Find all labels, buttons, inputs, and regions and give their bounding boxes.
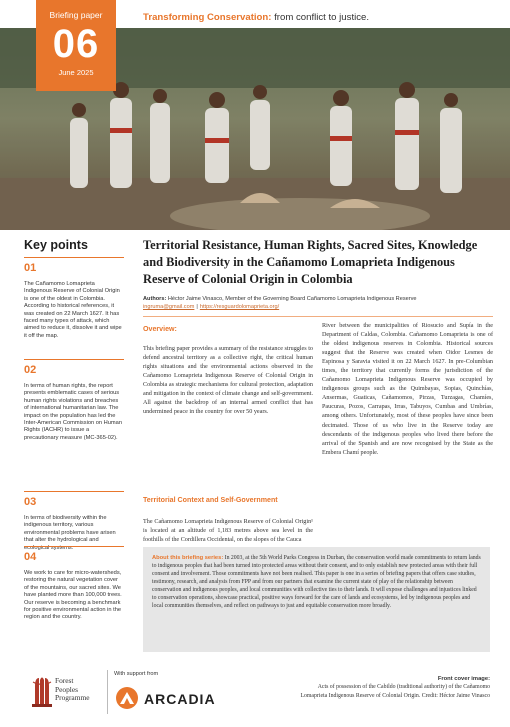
fpp-tree-icon [31,674,53,710]
fpp-line: Programme [55,693,90,703]
about-series-box [143,547,490,652]
key-point-text: We work to care for micro-watersheds, restoring the natural vegetation cover of the mountains, our sacred sites. We have planted more than 100,000 trees. Our reserve is becoming a benchmark for positive environmental action in the region and the country. [24,570,122,621]
arcadia-mark-icon [114,687,140,709]
key-point-item [24,257,124,340]
cover-caption-text: Acts of possession of the Cabildo (traditional authority) of the Cañamomo Lomaprieta Indigenous Reserve of Colonial Origin. Credit: Héctor Jaime Vinasco [300,684,490,699]
series-title-accent: Transforming Conservation: [143,12,272,23]
key-point-number: 02 [24,364,37,376]
overview-text: This briefing paper provides a summary of the resistance struggles to defend ancestral territory as a collective right, the critical human rights situations and the environmental actions observed in the Cañamomo Lomaprieta Indigenous Reserve of Colonial Origin in Colombia as strategic mechanisms for cultural protection, adaptation and mitigation in the context of climate change and self-government. All against the backdrop of an internal armed conflict that has undermined peace in the country for over 50 years. [143,346,313,416]
key-point-item [24,359,124,442]
key-points-title: Key points [24,238,88,252]
authors-text: Héctor Jaime Vinasco, Member of the Governing Board Cañamomo Lomaprieta Indigenous Reserve [166,296,417,302]
badge-date: June 2025 [58,68,94,77]
fpp-line: Peoples [55,684,78,694]
authors [143,295,493,311]
overview-heading: Overview: [143,325,177,333]
email-link[interactable]: ingruma@gmail.com [143,304,195,310]
briefing-badge [36,0,116,91]
context-text-right: River between the municipalities of Riosucio and Supía in the Department of Caldas, Colombia. Cañamomo Lomaprieta is one of the oldest indigenous reserves in Colombia. Historical sources suggest that the Reserve was created when Oidor Lesmes de Espinosa y Saravia visited it on 22 March 1627. In pre-Columbian times, the territory that currently forms the jurisdiction of the Cañamomo Lomaprieta Indigenous Reserve was occupied by indigenous groups such as the Quimbayas, Sopias, Quinchías, Ansermas, Guaticas, Cañamomos, Pirzas, Turzagas, Chamíes, Paucuras, Pozos, Carrapas, Irras, Tabuyos, Cumbas and Umbrías, among others. Unfortunately, most of these peoples have since been decimated. Those of us who live in the Reserve today are descendants of the indigenous peoples who lived there before the arrival of the Spanish and are now recognised by the State as the Embera Chamí people. [322,323,493,456]
series-title [143,12,369,23]
document-title: Territorial Resistance, Human Rights, Sacred Sites, Knowledge and Biodiversity in the Cañamomo Lomaprieta Indigenous Reserve of Colonial Origin in Colombia [143,238,478,286]
cover-caption-label: Front cover image: [437,676,490,682]
arcadia-name: ARCADIA [144,691,216,707]
key-point-item [24,546,124,622]
fpp-name [55,677,89,703]
support-label: With support from [114,671,159,677]
badge-kind: Briefing paper [49,10,103,20]
key-point-text: The Cañamomo Lomaprieta Indigenous Reserve of Colonial Origin is one of the oldest in Colombia. According to historical references, it was created on 22 March 1627. It has faced many types of attack, which aimed to reduce it, dissolve it and wipe it off the map. [24,281,122,339]
footer-divider [107,670,108,714]
badge-number: 06 [52,22,100,66]
fpp-line: Forest [55,676,74,685]
website-link[interactable]: https://resguardolomaprieta.org/ [199,304,280,310]
link-separator: | [196,304,198,310]
key-point-number: 01 [24,262,37,274]
key-point-item [24,491,124,552]
key-point-number: 03 [24,496,37,508]
fpp-logo [31,674,101,714]
divider [143,316,493,317]
context-heading: Territorial Context and Self-Government [143,496,278,504]
key-point-text: In terms of human rights, the report presents emblematic cases of serious human rights violations and breaches of international humanitarian law. The impact on the population has led the Inter-American Commission on Human Rights (IACHR) to issue a precautionary measure (MC-365-02). [24,383,122,441]
about-label: About this briefing series: [152,555,224,561]
main-column [143,237,493,544]
key-points [24,238,124,621]
series-title-rest: from conflict to justice. [271,12,370,23]
cover-caption [290,675,490,700]
about-text: In 2003, at the 5th World Parks Congress in Durban, the conservation world made commitments to return lands to indigenous peoples that had been turned into protected areas without their consent, and to only establish new protected areas with their full consent and involvement. Those commitments have not been realised. This paper is one in a series of briefing papers that offers case studies, testimony, research, and analysis from FPP and from our partners that examine the current state of play of the relationship between conservation and indigenous peoples, and local communities with collective ties to their lands. It will expose challenges and injustices linked to conservation operations, showcase practical, positive ways forward for the care of lands and ecosystems, led by indigenous peoples and local communities themselves, and reflect on pathways to just and equitable conservation more broadly. [152,555,481,610]
authors-label: Authors: [143,296,167,302]
context-text-left: The Cañamomo Lomaprieta Indigenous Reserve of Colonial Origin¹ is located at an altitude of 1,183 metres above sea level in the foothills of the Cordillera Occidental, on the slopes of the Cauca [143,519,313,544]
key-point-number: 04 [24,551,37,563]
arcadia-logo [114,687,224,709]
key-point-text: In terms of biodiversity within the indigenous territory, various environmental problems have arisen that alter the hydrological and ecological systems. [24,515,116,551]
